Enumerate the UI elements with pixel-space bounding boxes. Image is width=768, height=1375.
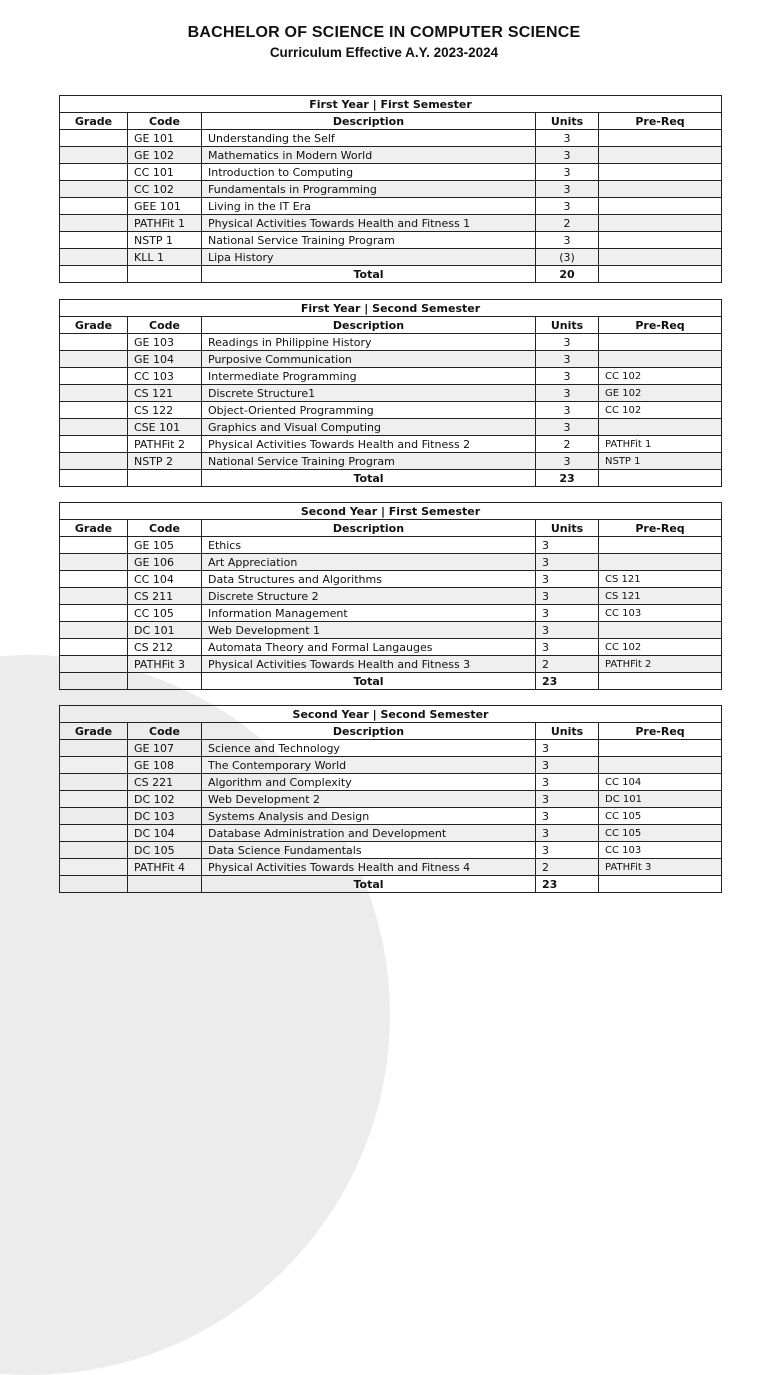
grade-cell: [60, 774, 128, 791]
course-row: [60, 774, 722, 791]
column-units: Units: [536, 317, 599, 334]
course-units: 3: [536, 588, 599, 605]
course-row: [60, 740, 722, 757]
course-code: PATHFit 2: [128, 436, 202, 453]
course-description: Purposive Communication: [202, 351, 536, 368]
grade-cell: [60, 334, 128, 351]
column-code: Code: [128, 723, 202, 740]
course-description: Discrete Structure 2: [202, 588, 536, 605]
column-prereq: Pre-Req: [599, 520, 722, 537]
grade-cell: [60, 876, 128, 893]
course-row: [60, 842, 722, 859]
total-label: Total: [202, 470, 536, 487]
grade-cell: [60, 436, 128, 453]
course-description: Fundamentals in Programming: [202, 181, 536, 198]
course-row: [60, 402, 722, 419]
course-row: [60, 385, 722, 402]
course-code: CS 121: [128, 385, 202, 402]
course-row: [60, 351, 722, 368]
course-description: Graphics and Visual Computing: [202, 419, 536, 436]
course-description: Readings in Philippine History: [202, 334, 536, 351]
grade-cell: [60, 198, 128, 215]
column-prereq: Pre-Req: [599, 723, 722, 740]
course-code: CS 212: [128, 639, 202, 656]
column-header-row: [60, 723, 722, 740]
column-header-row: [60, 113, 722, 130]
course-units: 3: [536, 368, 599, 385]
course-description: Database Administration and Development: [202, 825, 536, 842]
total-row: [60, 266, 722, 283]
column-code: Code: [128, 113, 202, 130]
course-units: 3: [536, 164, 599, 181]
grade-cell: [60, 215, 128, 232]
prereq-cell: [599, 266, 722, 283]
course-row: [60, 554, 722, 571]
column-grade: Grade: [60, 520, 128, 537]
course-prereq: DC 101: [599, 791, 722, 808]
course-code: CC 104: [128, 571, 202, 588]
column-prereq: Pre-Req: [599, 113, 722, 130]
grade-cell: [60, 266, 128, 283]
course-row: [60, 808, 722, 825]
column-description: Description: [202, 113, 536, 130]
course-units: 3: [536, 232, 599, 249]
column-header-row: [60, 317, 722, 334]
course-units: 3: [536, 419, 599, 436]
course-description: Web Development 2: [202, 791, 536, 808]
grade-cell: [60, 470, 128, 487]
course-row: [60, 571, 722, 588]
course-units: 3: [536, 147, 599, 164]
course-row: [60, 164, 722, 181]
course-units: 3: [536, 571, 599, 588]
grade-cell: [60, 554, 128, 571]
course-code: PATHFit 4: [128, 859, 202, 876]
column-grade: Grade: [60, 723, 128, 740]
total-units: 23: [536, 470, 599, 487]
course-prereq: CC 102: [599, 402, 722, 419]
course-prereq: [599, 147, 722, 164]
course-description: Systems Analysis and Design: [202, 808, 536, 825]
course-code: GE 102: [128, 147, 202, 164]
total-label: Total: [202, 876, 536, 893]
course-row: [60, 419, 722, 436]
grade-cell: [60, 859, 128, 876]
column-units: Units: [536, 113, 599, 130]
course-units: 2: [536, 215, 599, 232]
course-units: 3: [536, 825, 599, 842]
total-row: [60, 673, 722, 690]
course-prereq: CC 105: [599, 808, 722, 825]
course-units: 3: [536, 740, 599, 757]
course-units: 3: [536, 774, 599, 791]
course-row: [60, 859, 722, 876]
course-prereq: PATHFit 1: [599, 436, 722, 453]
grade-cell: [60, 537, 128, 554]
semester-heading: First Year | First Semester: [60, 96, 722, 113]
course-row: [60, 198, 722, 215]
prereq-cell: [599, 470, 722, 487]
column-units: Units: [536, 520, 599, 537]
course-row: [60, 622, 722, 639]
grade-cell: [60, 740, 128, 757]
column-prereq: Pre-Req: [599, 317, 722, 334]
grade-cell: [60, 639, 128, 656]
semester-heading-row: [60, 706, 722, 723]
course-prereq: [599, 249, 722, 266]
course-code: GE 107: [128, 740, 202, 757]
course-units: 3: [536, 639, 599, 656]
course-description: National Service Training Program: [202, 232, 536, 249]
grade-cell: [60, 571, 128, 588]
course-prereq: [599, 740, 722, 757]
grade-cell: [60, 825, 128, 842]
code-cell: [128, 673, 202, 690]
course-description: Physical Activities Towards Health and Fitness 2: [202, 436, 536, 453]
course-row: [60, 181, 722, 198]
course-description: Art Appreciation: [202, 554, 536, 571]
course-prereq: CC 102: [599, 368, 722, 385]
course-row: [60, 588, 722, 605]
course-prereq: [599, 554, 722, 571]
course-description: Physical Activities Towards Health and Fitness 1: [202, 215, 536, 232]
code-cell: [128, 470, 202, 487]
course-description: Automata Theory and Formal Langauges: [202, 639, 536, 656]
course-units: 3: [536, 453, 599, 470]
course-description: Information Management: [202, 605, 536, 622]
grade-cell: [60, 147, 128, 164]
total-row: [60, 470, 722, 487]
course-code: PATHFit 3: [128, 656, 202, 673]
course-prereq: [599, 232, 722, 249]
course-units: 3: [536, 554, 599, 571]
semester-heading: Second Year | Second Semester: [60, 706, 722, 723]
grade-cell: [60, 164, 128, 181]
course-row: [60, 215, 722, 232]
course-description: Discrete Structure1: [202, 385, 536, 402]
course-code: CSE 101: [128, 419, 202, 436]
course-description: The Contemporary World: [202, 757, 536, 774]
semester-table: [59, 502, 722, 690]
semester-heading-row: [60, 503, 722, 520]
course-row: [60, 147, 722, 164]
course-prereq: [599, 181, 722, 198]
grade-cell: [60, 757, 128, 774]
course-description: Mathematics in Modern World: [202, 147, 536, 164]
course-code: DC 105: [128, 842, 202, 859]
semester-table: [59, 95, 722, 283]
course-code: GE 105: [128, 537, 202, 554]
column-grade: Grade: [60, 113, 128, 130]
course-prereq: [599, 537, 722, 554]
course-prereq: [599, 419, 722, 436]
grade-cell: [60, 419, 128, 436]
course-row: [60, 453, 722, 470]
column-description: Description: [202, 723, 536, 740]
semester-heading: First Year | Second Semester: [60, 300, 722, 317]
grade-cell: [60, 351, 128, 368]
course-code: KLL 1: [128, 249, 202, 266]
grade-cell: [60, 588, 128, 605]
document-subtitle: Curriculum Effective A.Y. 2023-2024: [269, 45, 499, 60]
course-code: GEE 101: [128, 198, 202, 215]
total-label: Total: [202, 266, 536, 283]
course-units: 3: [536, 622, 599, 639]
course-row: [60, 130, 722, 147]
course-description: Object-Oriented Programming: [202, 402, 536, 419]
course-code: CC 105: [128, 605, 202, 622]
course-units: 3: [536, 130, 599, 147]
course-prereq: CC 102: [599, 639, 722, 656]
course-prereq: CC 105: [599, 825, 722, 842]
grade-cell: [60, 385, 128, 402]
course-description: Algorithm and Complexity: [202, 774, 536, 791]
course-row: [60, 537, 722, 554]
semester-heading: Second Year | First Semester: [60, 503, 722, 520]
course-code: DC 101: [128, 622, 202, 639]
course-code: GE 106: [128, 554, 202, 571]
course-row: [60, 639, 722, 656]
course-code: GE 103: [128, 334, 202, 351]
course-description: Intermediate Programming: [202, 368, 536, 385]
semester-heading-row: [60, 96, 722, 113]
course-description: Physical Activities Towards Health and Fitness 3: [202, 656, 536, 673]
column-description: Description: [202, 520, 536, 537]
column-units: Units: [536, 723, 599, 740]
prereq-cell: [599, 876, 722, 893]
course-code: GE 108: [128, 757, 202, 774]
course-units: 3: [536, 605, 599, 622]
course-description: Web Development 1: [202, 622, 536, 639]
course-prereq: [599, 622, 722, 639]
column-description: Description: [202, 317, 536, 334]
course-description: Lipa History: [202, 249, 536, 266]
course-description: Data Structures and Algorithms: [202, 571, 536, 588]
course-prereq: [599, 351, 722, 368]
grade-cell: [60, 622, 128, 639]
grade-cell: [60, 605, 128, 622]
prereq-cell: [599, 673, 722, 690]
course-code: NSTP 1: [128, 232, 202, 249]
course-prereq: [599, 334, 722, 351]
grade-cell: [60, 656, 128, 673]
course-units: 2: [536, 436, 599, 453]
course-code: CC 101: [128, 164, 202, 181]
course-code: DC 103: [128, 808, 202, 825]
course-units: 3: [536, 181, 599, 198]
course-description: National Service Training Program: [202, 453, 536, 470]
document-title: BACHELOR OF SCIENCE IN COMPUTER SCIENCE: [187, 24, 581, 41]
grade-cell: [60, 402, 128, 419]
course-units: 2: [536, 656, 599, 673]
grade-cell: [60, 453, 128, 470]
grade-cell: [60, 130, 128, 147]
course-code: DC 104: [128, 825, 202, 842]
total-label: Total: [202, 673, 536, 690]
course-prereq: CC 104: [599, 774, 722, 791]
course-prereq: CS 121: [599, 571, 722, 588]
course-code: CS 221: [128, 774, 202, 791]
course-units: 3: [536, 402, 599, 419]
total-units: 20: [536, 266, 599, 283]
semester-table: [59, 705, 722, 893]
course-code: CC 103: [128, 368, 202, 385]
grade-cell: [60, 249, 128, 266]
course-units: 3: [536, 808, 599, 825]
grade-cell: [60, 673, 128, 690]
course-row: [60, 368, 722, 385]
course-code: GE 101: [128, 130, 202, 147]
course-prereq: [599, 164, 722, 181]
course-prereq: CC 103: [599, 605, 722, 622]
course-description: Living in the IT Era: [202, 198, 536, 215]
course-code: CS 211: [128, 588, 202, 605]
grade-cell: [60, 791, 128, 808]
course-row: [60, 656, 722, 673]
grade-cell: [60, 181, 128, 198]
column-code: Code: [128, 317, 202, 334]
course-units: 3: [536, 385, 599, 402]
course-prereq: CC 103: [599, 842, 722, 859]
semester-table: [59, 299, 722, 487]
grade-cell: [60, 232, 128, 249]
course-prereq: PATHFit 2: [599, 656, 722, 673]
course-description: Introduction to Computing: [202, 164, 536, 181]
course-description: Physical Activities Towards Health and Fitness 4: [202, 859, 536, 876]
course-description: Understanding the Self: [202, 130, 536, 147]
course-row: [60, 605, 722, 622]
total-row: [60, 876, 722, 893]
course-units: 2: [536, 859, 599, 876]
course-code: DC 102: [128, 791, 202, 808]
course-units: 3: [536, 334, 599, 351]
course-row: [60, 757, 722, 774]
course-code: CC 102: [128, 181, 202, 198]
course-row: [60, 249, 722, 266]
course-code: PATHFit 1: [128, 215, 202, 232]
grade-cell: [60, 842, 128, 859]
course-row: [60, 232, 722, 249]
total-units: 23: [536, 876, 599, 893]
course-code: CS 122: [128, 402, 202, 419]
course-description: Data Science Fundamentals: [202, 842, 536, 859]
course-prereq: [599, 215, 722, 232]
column-header-row: [60, 520, 722, 537]
course-row: [60, 825, 722, 842]
course-prereq: PATHFit 3: [599, 859, 722, 876]
course-units: 3: [536, 351, 599, 368]
course-units: 3: [536, 757, 599, 774]
course-prereq: [599, 130, 722, 147]
code-cell: [128, 266, 202, 283]
course-units: (3): [536, 249, 599, 266]
course-units: 3: [536, 791, 599, 808]
course-row: [60, 791, 722, 808]
course-code: NSTP 2: [128, 453, 202, 470]
total-units: 23: [536, 673, 599, 690]
grade-cell: [60, 368, 128, 385]
course-code: GE 104: [128, 351, 202, 368]
course-prereq: [599, 757, 722, 774]
semester-heading-row: [60, 300, 722, 317]
course-units: 3: [536, 198, 599, 215]
column-grade: Grade: [60, 317, 128, 334]
column-code: Code: [128, 520, 202, 537]
course-row: [60, 436, 722, 453]
course-prereq: CS 121: [599, 588, 722, 605]
course-description: Science and Technology: [202, 740, 536, 757]
course-prereq: [599, 198, 722, 215]
course-description: Ethics: [202, 537, 536, 554]
course-units: 3: [536, 842, 599, 859]
course-prereq: NSTP 1: [599, 453, 722, 470]
course-prereq: GE 102: [599, 385, 722, 402]
document-header: [0, 0, 768, 60]
code-cell: [128, 876, 202, 893]
course-units: 3: [536, 537, 599, 554]
course-row: [60, 334, 722, 351]
grade-cell: [60, 808, 128, 825]
